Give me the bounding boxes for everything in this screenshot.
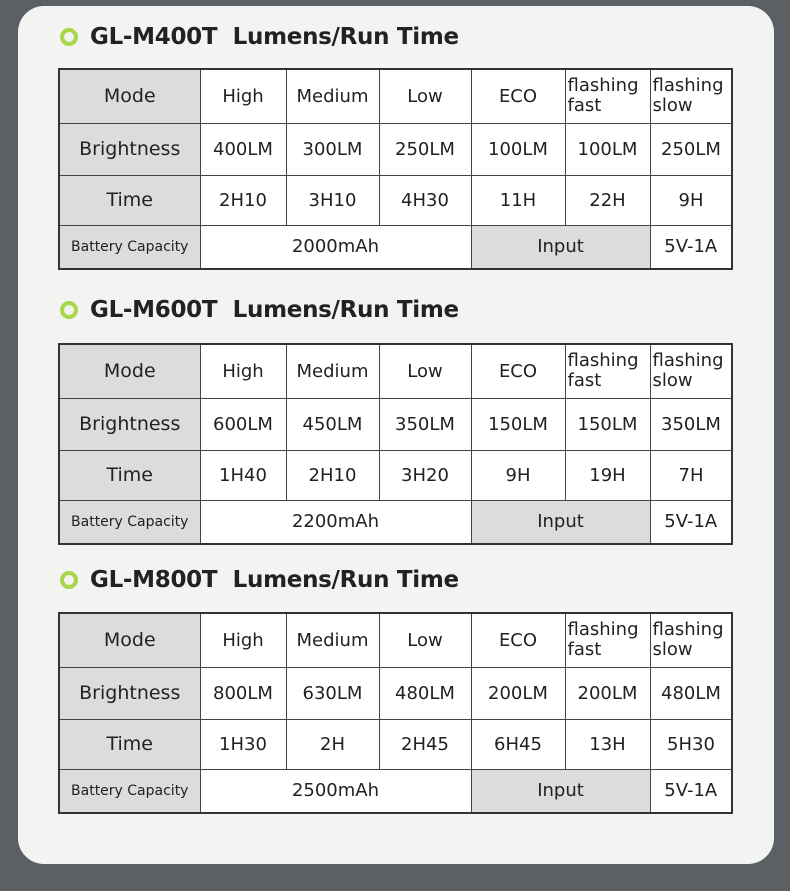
mode-low: Low xyxy=(379,69,471,123)
mode-eco: ECO xyxy=(471,613,565,667)
section-title-text: GL-M800T Lumens/Run Time xyxy=(90,567,459,593)
input-label: Input xyxy=(471,500,650,544)
section-title-text: GL-M600T Lumens/Run Time xyxy=(90,297,459,323)
table-row-battery xyxy=(59,225,732,269)
brightness-flashing-fast: 150LM xyxy=(565,398,650,450)
table-row-mode xyxy=(59,344,732,398)
brightness-medium: 630LM xyxy=(286,667,379,719)
battery-capacity-value: 2500mAh xyxy=(200,769,471,813)
brightness-eco: 150LM xyxy=(471,398,565,450)
brightness-flashing-fast: 100LM xyxy=(565,123,650,175)
table-row-time xyxy=(59,719,732,769)
table-row-mode xyxy=(59,613,732,667)
battery-capacity-value: 2000mAh xyxy=(200,225,471,269)
brightness-low: 350LM xyxy=(379,398,471,450)
circle-bullet-icon xyxy=(60,301,78,319)
time-flashing-slow: 7H xyxy=(650,450,732,500)
brightness-header: Brightness xyxy=(59,667,200,719)
brightness-flashing-slow: 480LM xyxy=(650,667,732,719)
brightness-header: Brightness xyxy=(59,398,200,450)
table-row-battery xyxy=(59,769,732,813)
table-row-time xyxy=(59,175,732,225)
brightness-flashing-fast: 200LM xyxy=(565,667,650,719)
time-header: Time xyxy=(59,450,200,500)
input-value: 5V-1A xyxy=(650,225,732,269)
time-flashing-fast: 13H xyxy=(565,719,650,769)
section-title-m800t xyxy=(60,567,459,593)
spec-table-m400t xyxy=(58,68,733,270)
section-title-m600t xyxy=(60,297,459,323)
time-medium: 2H10 xyxy=(286,450,379,500)
mode-low: Low xyxy=(379,613,471,667)
table-row-brightness xyxy=(59,667,732,719)
brightness-eco: 200LM xyxy=(471,667,565,719)
section-title-m400t xyxy=(60,24,459,50)
time-header: Time xyxy=(59,719,200,769)
time-eco: 11H xyxy=(471,175,565,225)
mode-header: Mode xyxy=(59,69,200,123)
battery-capacity-label: Battery Capacity xyxy=(59,225,200,269)
circle-bullet-icon xyxy=(60,28,78,46)
time-high: 1H30 xyxy=(200,719,286,769)
section-title-text: GL-M400T Lumens/Run Time xyxy=(90,24,459,50)
time-low: 3H20 xyxy=(379,450,471,500)
brightness-header: Brightness xyxy=(59,123,200,175)
time-medium: 2H xyxy=(286,719,379,769)
mode-medium: Medium xyxy=(286,69,379,123)
brightness-flashing-slow: 350LM xyxy=(650,398,732,450)
table-row-battery xyxy=(59,500,732,544)
mode-header: Mode xyxy=(59,613,200,667)
mode-flashing-slow: flashing slow xyxy=(650,613,732,667)
time-high: 2H10 xyxy=(200,175,286,225)
spec-table-m600t xyxy=(58,343,733,545)
time-low: 4H30 xyxy=(379,175,471,225)
circle-bullet-icon xyxy=(60,571,78,589)
time-eco: 9H xyxy=(471,450,565,500)
time-header: Time xyxy=(59,175,200,225)
time-high: 1H40 xyxy=(200,450,286,500)
mode-flashing-slow: flashing slow xyxy=(650,69,732,123)
mode-high: High xyxy=(200,69,286,123)
brightness-low: 480LM xyxy=(379,667,471,719)
battery-capacity-value: 2200mAh xyxy=(200,500,471,544)
time-medium: 3H10 xyxy=(286,175,379,225)
table-row-time xyxy=(59,450,732,500)
time-flashing-fast: 19H xyxy=(565,450,650,500)
table-row-brightness xyxy=(59,398,732,450)
mode-eco: ECO xyxy=(471,69,565,123)
brightness-eco: 100LM xyxy=(471,123,565,175)
battery-capacity-label: Battery Capacity xyxy=(59,500,200,544)
mode-flashing-fast: flashing fast xyxy=(565,69,650,123)
mode-eco: ECO xyxy=(471,344,565,398)
mode-medium: Medium xyxy=(286,613,379,667)
table-row-mode xyxy=(59,69,732,123)
mode-medium: Medium xyxy=(286,344,379,398)
input-label: Input xyxy=(471,225,650,269)
time-flashing-slow: 9H xyxy=(650,175,732,225)
time-low: 2H45 xyxy=(379,719,471,769)
time-flashing-fast: 22H xyxy=(565,175,650,225)
mode-flashing-fast: flashing fast xyxy=(565,344,650,398)
mode-flashing-fast: flashing fast xyxy=(565,613,650,667)
input-value: 5V-1A xyxy=(650,769,732,813)
brightness-high: 400LM xyxy=(200,123,286,175)
spec-table-m800t xyxy=(58,612,733,814)
brightness-high: 800LM xyxy=(200,667,286,719)
brightness-medium: 450LM xyxy=(286,398,379,450)
brightness-medium: 300LM xyxy=(286,123,379,175)
input-value: 5V-1A xyxy=(650,500,732,544)
mode-high: High xyxy=(200,613,286,667)
mode-header: Mode xyxy=(59,344,200,398)
mode-low: Low xyxy=(379,344,471,398)
brightness-low: 250LM xyxy=(379,123,471,175)
battery-capacity-label: Battery Capacity xyxy=(59,769,200,813)
table-row-brightness xyxy=(59,123,732,175)
time-eco: 6H45 xyxy=(471,719,565,769)
mode-flashing-slow: flashing slow xyxy=(650,344,732,398)
time-flashing-slow: 5H30 xyxy=(650,719,732,769)
brightness-flashing-slow: 250LM xyxy=(650,123,732,175)
mode-high: High xyxy=(200,344,286,398)
input-label: Input xyxy=(471,769,650,813)
brightness-high: 600LM xyxy=(200,398,286,450)
